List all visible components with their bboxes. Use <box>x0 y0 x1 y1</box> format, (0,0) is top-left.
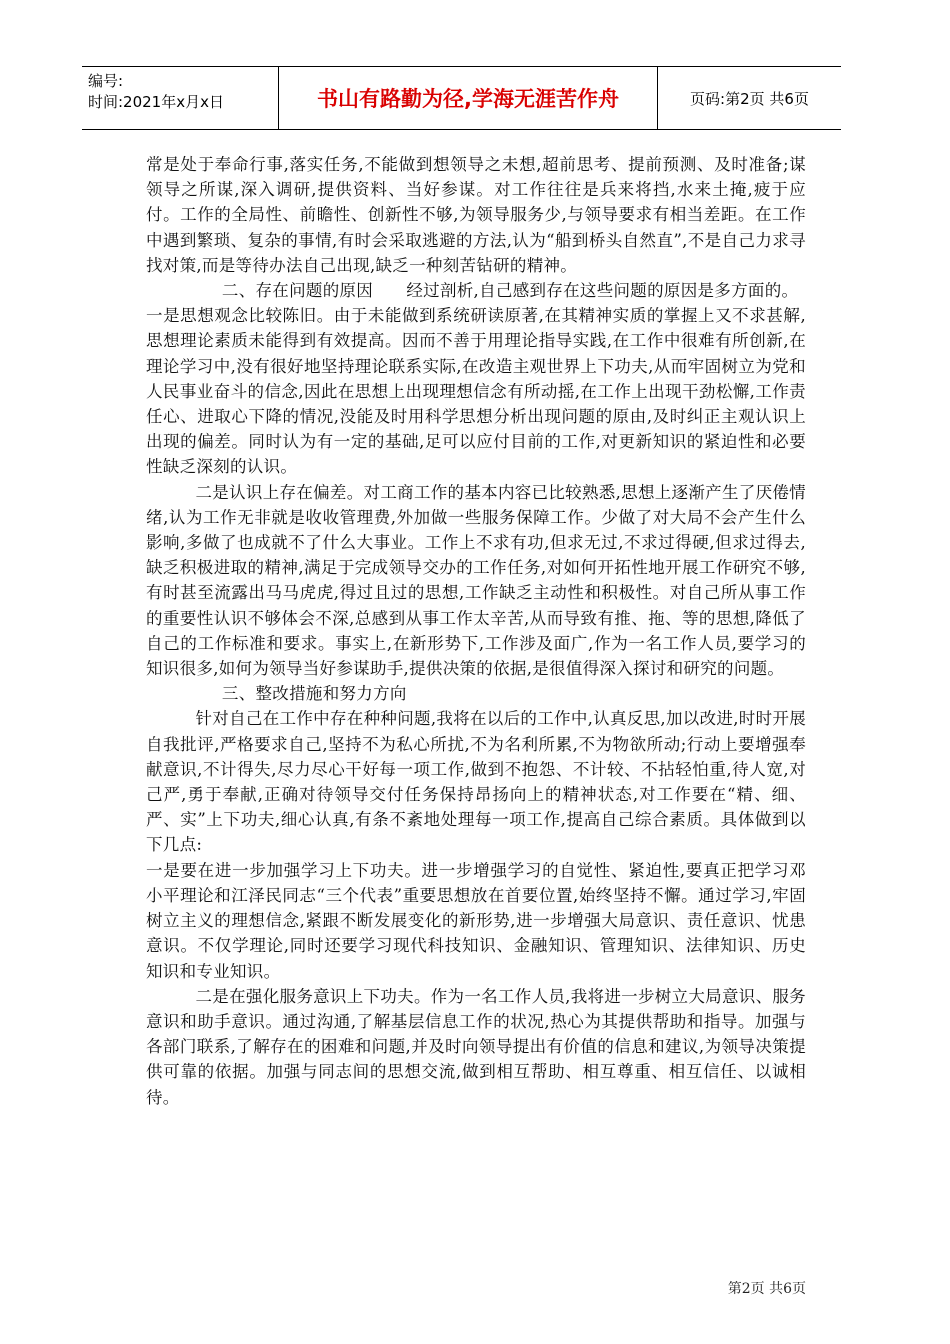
page-header <box>82 66 841 130</box>
header-meta <box>82 67 278 129</box>
paragraph: 常是处于奉命行事,落实任务,不能做到想领导之未想,超前思考、提前预测、及时准备;谋领导之所谋,深入调研,提供资料、当好参谋。对工作往往是兵来将挡,水来土掩,疲于应付。工作的全局性、前瞻性、创新性不够,为领导服务少,与领导要求有相当差距。在工作中遇到繁琐、复杂的事情,有时会采取逃避的方法,认为“船到桥头自然直”,不是自己力求寻找对策,而是等待办法自己出现,缺乏一种刻苦钻研的精神。 <box>146 155 806 275</box>
header-page-number: 页码:第2页 共6页 <box>690 89 809 108</box>
paragraph: 二是在强化服务意识上下功夫。作为一名工作人员,我将进一步树立大局意识、服务意识和助手意识。通过沟通,了解基层信息工作的状况,热心为其提供帮助和指导。加强与各部门联系,了解存在的困难和问题,并及时向领导提出有价值的信息和建议,为领导决策提供可靠的依据。加强与同志间的思想交流,做到相互帮助、相互尊重、相互信任、以诚相待。 <box>146 986 806 1107</box>
section-heading-measures: 三、整改措施和努力方向 <box>221 684 407 704</box>
paragraph: 一是思想观念比较陈旧。由于未能做到系统研读原著,在其精神实质的掌握上又不求甚解,思想理论素质未能得到有效提高。因而不善于用理论指导实践,在工作中很难有所创新,在理论学习中,没有很好地坚持理论联系实际,在改造主观世界上下功夫,从而牢固树立为党和人民事业奋斗的信念,因此在思想上出现理想信念有所动摇,在工作上出现干劲松懈,工作责任心、进取心下降的情况,没能及时用科学思想分析出现问题的原由,及时纠正主观认识上出现的偏差。同时认为有一定的基础,足可以应付目前的工作,对更新知识的紧迫性和必要性缺乏深刻的认识。 <box>146 306 806 477</box>
paragraph: 二是认识上存在偏差。对工商工作的基本内容已比较熟悉,思想上逐渐产生了厌倦情绪,认为工作无非就是收收管理费,外加做一些服务保障工作。少做了对大局不会产生什么影响,多做了也成就不了什么大事业。工作上不求有功,但求无过,不求过得硬,但求过得去,缺乏积极进取的精神,满足于完成领导交办的工作任务,对如何开拓性地开展工作研究不够,有时甚至流露出马马虎虎,得过且过的思想,工作缺乏主动性和积极性。对自己所从事工作的重要性认识不够体会不深,总感到从事工作太辛苦,从而导致有推、拖、等的思想,降低了自己的工作标准和要求。事实上,在新形势下,工作涉及面广,作为一名工作人员,要学习的知识很多,如何为领导当好参谋助手,提供决策的依据,是很值得深入探讨和研究的问题。 <box>146 482 806 679</box>
page-footer: 第2页 共6页 <box>727 1281 806 1297</box>
section-heading-causes: 二、存在问题的原因 经过剖析,自己感到存在这些问题的原因是多方面的。 <box>221 281 799 301</box>
paragraph: 一是要在进一步加强学习上下功夫。进一步增强学习的自觉性、紧迫性,要真正把学习邓小平理论和江泽民同志“三个代表”重要思想放在首要位置,始终坚持不懈。通过学习,牢固树立主义的理想信念,紧跟不断发展变化的新形势,进一步增强大局意识、责任意识、忧患意识。不仅学理论,同时还要学习现代科技知识、金融知识、管理知识、法律知识、历史知识和专业知识。 <box>146 860 806 981</box>
document-time-label: 时间:2021年x月x日 <box>88 93 224 111</box>
header-motto: 书山有路勤为径,学海无涯苦作舟 <box>278 67 658 129</box>
document-number-label: 编号: <box>88 72 124 90</box>
document-body <box>146 152 806 1110</box>
paragraph: 针对自己在工作中存在种种问题,我将在以后的工作中,认真反思,加以改进,时时开展自我批评,严格要求自己,坚持不为私心所扰,不为名利所累,不为物欲所动;行动上要增强奉献意识,不计得失,尽力尽心干好每一项工作,做到不抱怨、不计较、不拈轻怕重,待人宽,对己严,勇于奉献,正确对待领导交付任务保持昂扬向上的精神状态,对工作要在“精、细、严、实”上下功夫,细心认真,有条不紊地处理每一项工作,提高自己综合素质。具体做到以下几点: <box>146 709 806 855</box>
